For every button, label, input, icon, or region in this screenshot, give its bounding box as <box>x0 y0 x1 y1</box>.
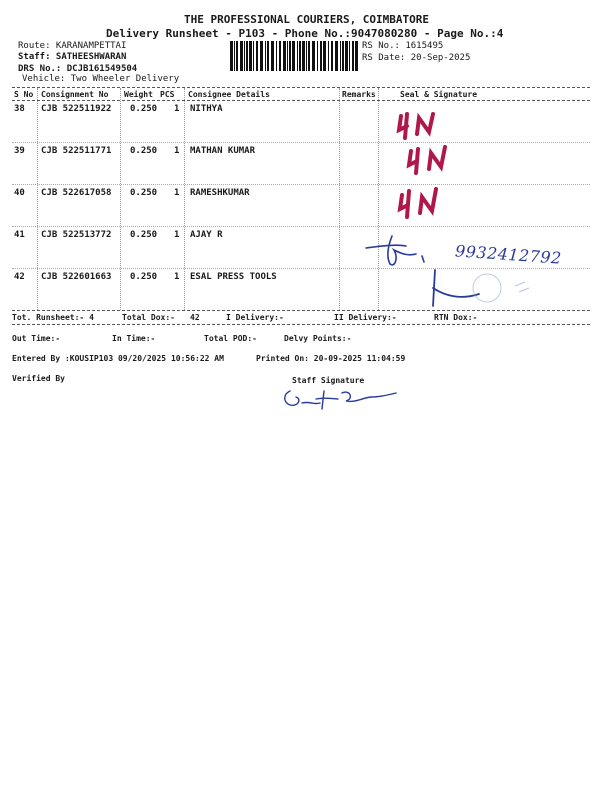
col-divider <box>184 88 185 310</box>
col-header-consignee: Consignee Details <box>188 90 270 99</box>
col-header-sno: S No <box>14 90 34 99</box>
row-sno: 39 <box>14 146 25 156</box>
row-consignment-no: CJB 522513772 <box>41 230 112 240</box>
signature-mark <box>425 266 535 310</box>
table-top-rule <box>12 87 590 88</box>
rtn-dox: RTN Dox:- <box>434 313 478 322</box>
table-header-rule <box>12 100 590 101</box>
row-consignee: MATHAN KUMAR <box>190 146 256 156</box>
row-consignee: AJAY R <box>190 230 223 240</box>
row-sno: 40 <box>14 188 25 198</box>
runsheet-subtitle: Delivery Runsheet - P103 - Phone No.:9047080280 - Page No.:4 <box>106 27 504 40</box>
staff-signature-label: Staff Signature <box>292 376 365 385</box>
row-sno: 38 <box>14 104 25 114</box>
row-consignment-no: CJB 522601663 <box>41 272 112 282</box>
col-header-consignment: Consignment No <box>41 90 109 99</box>
row-pcs: 1 <box>174 104 180 114</box>
row-sno: 42 <box>14 272 25 282</box>
row-pcs: 1 <box>174 146 180 156</box>
verified-by: Verified By <box>12 374 65 383</box>
col-header-pcs: PCS <box>160 90 175 99</box>
col-header-weight: Weight <box>124 90 153 99</box>
signature-mark <box>405 143 460 177</box>
out-time: Out Time:- <box>12 334 61 343</box>
company-title: THE PROFESSIONAL COURIERS, COIMBATORE <box>184 13 430 26</box>
staff-label: Staff: SATHEESHWARAN <box>18 52 127 62</box>
drs-number: DRS No.: DCJB161549504 <box>18 64 138 74</box>
col-header-remarks: Remarks <box>342 90 376 99</box>
row-weight: 0.250 <box>130 188 158 198</box>
row-rule <box>12 226 590 227</box>
row-consignee: ESAL PRESS TOOLS <box>190 272 277 282</box>
row-weight: 0.250 <box>130 230 158 240</box>
total-dox-label: Total Dox:- <box>122 313 175 322</box>
col-divider <box>378 88 379 310</box>
entered-by: Entered By :KOUSIP103 09/20/2025 10:56:22 AM <box>12 354 224 363</box>
tot-runsheet: Tot. Runsheet:- 4 <box>12 313 94 322</box>
col-header-seal-signature: Seal & Signature <box>400 90 478 99</box>
row-sno: 41 <box>14 230 25 240</box>
summary-rule <box>12 324 590 325</box>
row-weight: 0.250 <box>130 146 158 156</box>
row-weight: 0.250 <box>130 104 158 114</box>
row-consignee: NITHYA <box>190 104 223 114</box>
handwritten-phone: 9932412792 <box>454 241 563 268</box>
signature-mark <box>395 110 445 142</box>
row-consignment-no: CJB 522511771 <box>41 146 112 156</box>
staff-signature <box>280 385 400 413</box>
row-pcs: 1 <box>174 272 180 282</box>
in-time: In Time:- <box>112 334 156 343</box>
rs-number: RS No.: 1615495 <box>362 41 444 51</box>
signature-mark <box>396 185 451 221</box>
route-label: Route: KARANAMPETTAI <box>18 41 127 51</box>
total-dox-value: 42 <box>190 313 200 322</box>
row-consignee: RAMESHKUMAR <box>190 188 250 198</box>
row-consignment-no: CJB 522511922 <box>41 104 112 114</box>
col-divider <box>37 88 38 310</box>
vehicle-label: Vehicle: Two Wheeler Delivery <box>22 74 180 84</box>
table-bottom-rule <box>12 310 590 311</box>
row-pcs: 1 <box>174 188 180 198</box>
i-delivery: I Delivery:- <box>226 313 284 322</box>
delvy-points: Delvy Points:- <box>284 334 352 343</box>
row-rule <box>12 142 590 143</box>
col-divider <box>120 88 121 310</box>
row-rule <box>12 184 590 185</box>
total-pod: Total POD:- <box>204 334 257 343</box>
barcode <box>230 41 358 71</box>
row-pcs: 1 <box>174 230 180 240</box>
rs-date: RS Date: 20-Sep-2025 <box>362 53 471 63</box>
row-weight: 0.250 <box>130 272 158 282</box>
ii-delivery: II Delivery:- <box>334 313 397 322</box>
row-consignment-no: CJB 522617058 <box>41 188 112 198</box>
col-divider <box>339 88 340 310</box>
printed-on: Printed On: 20-09-2025 11:04:59 <box>256 354 406 363</box>
